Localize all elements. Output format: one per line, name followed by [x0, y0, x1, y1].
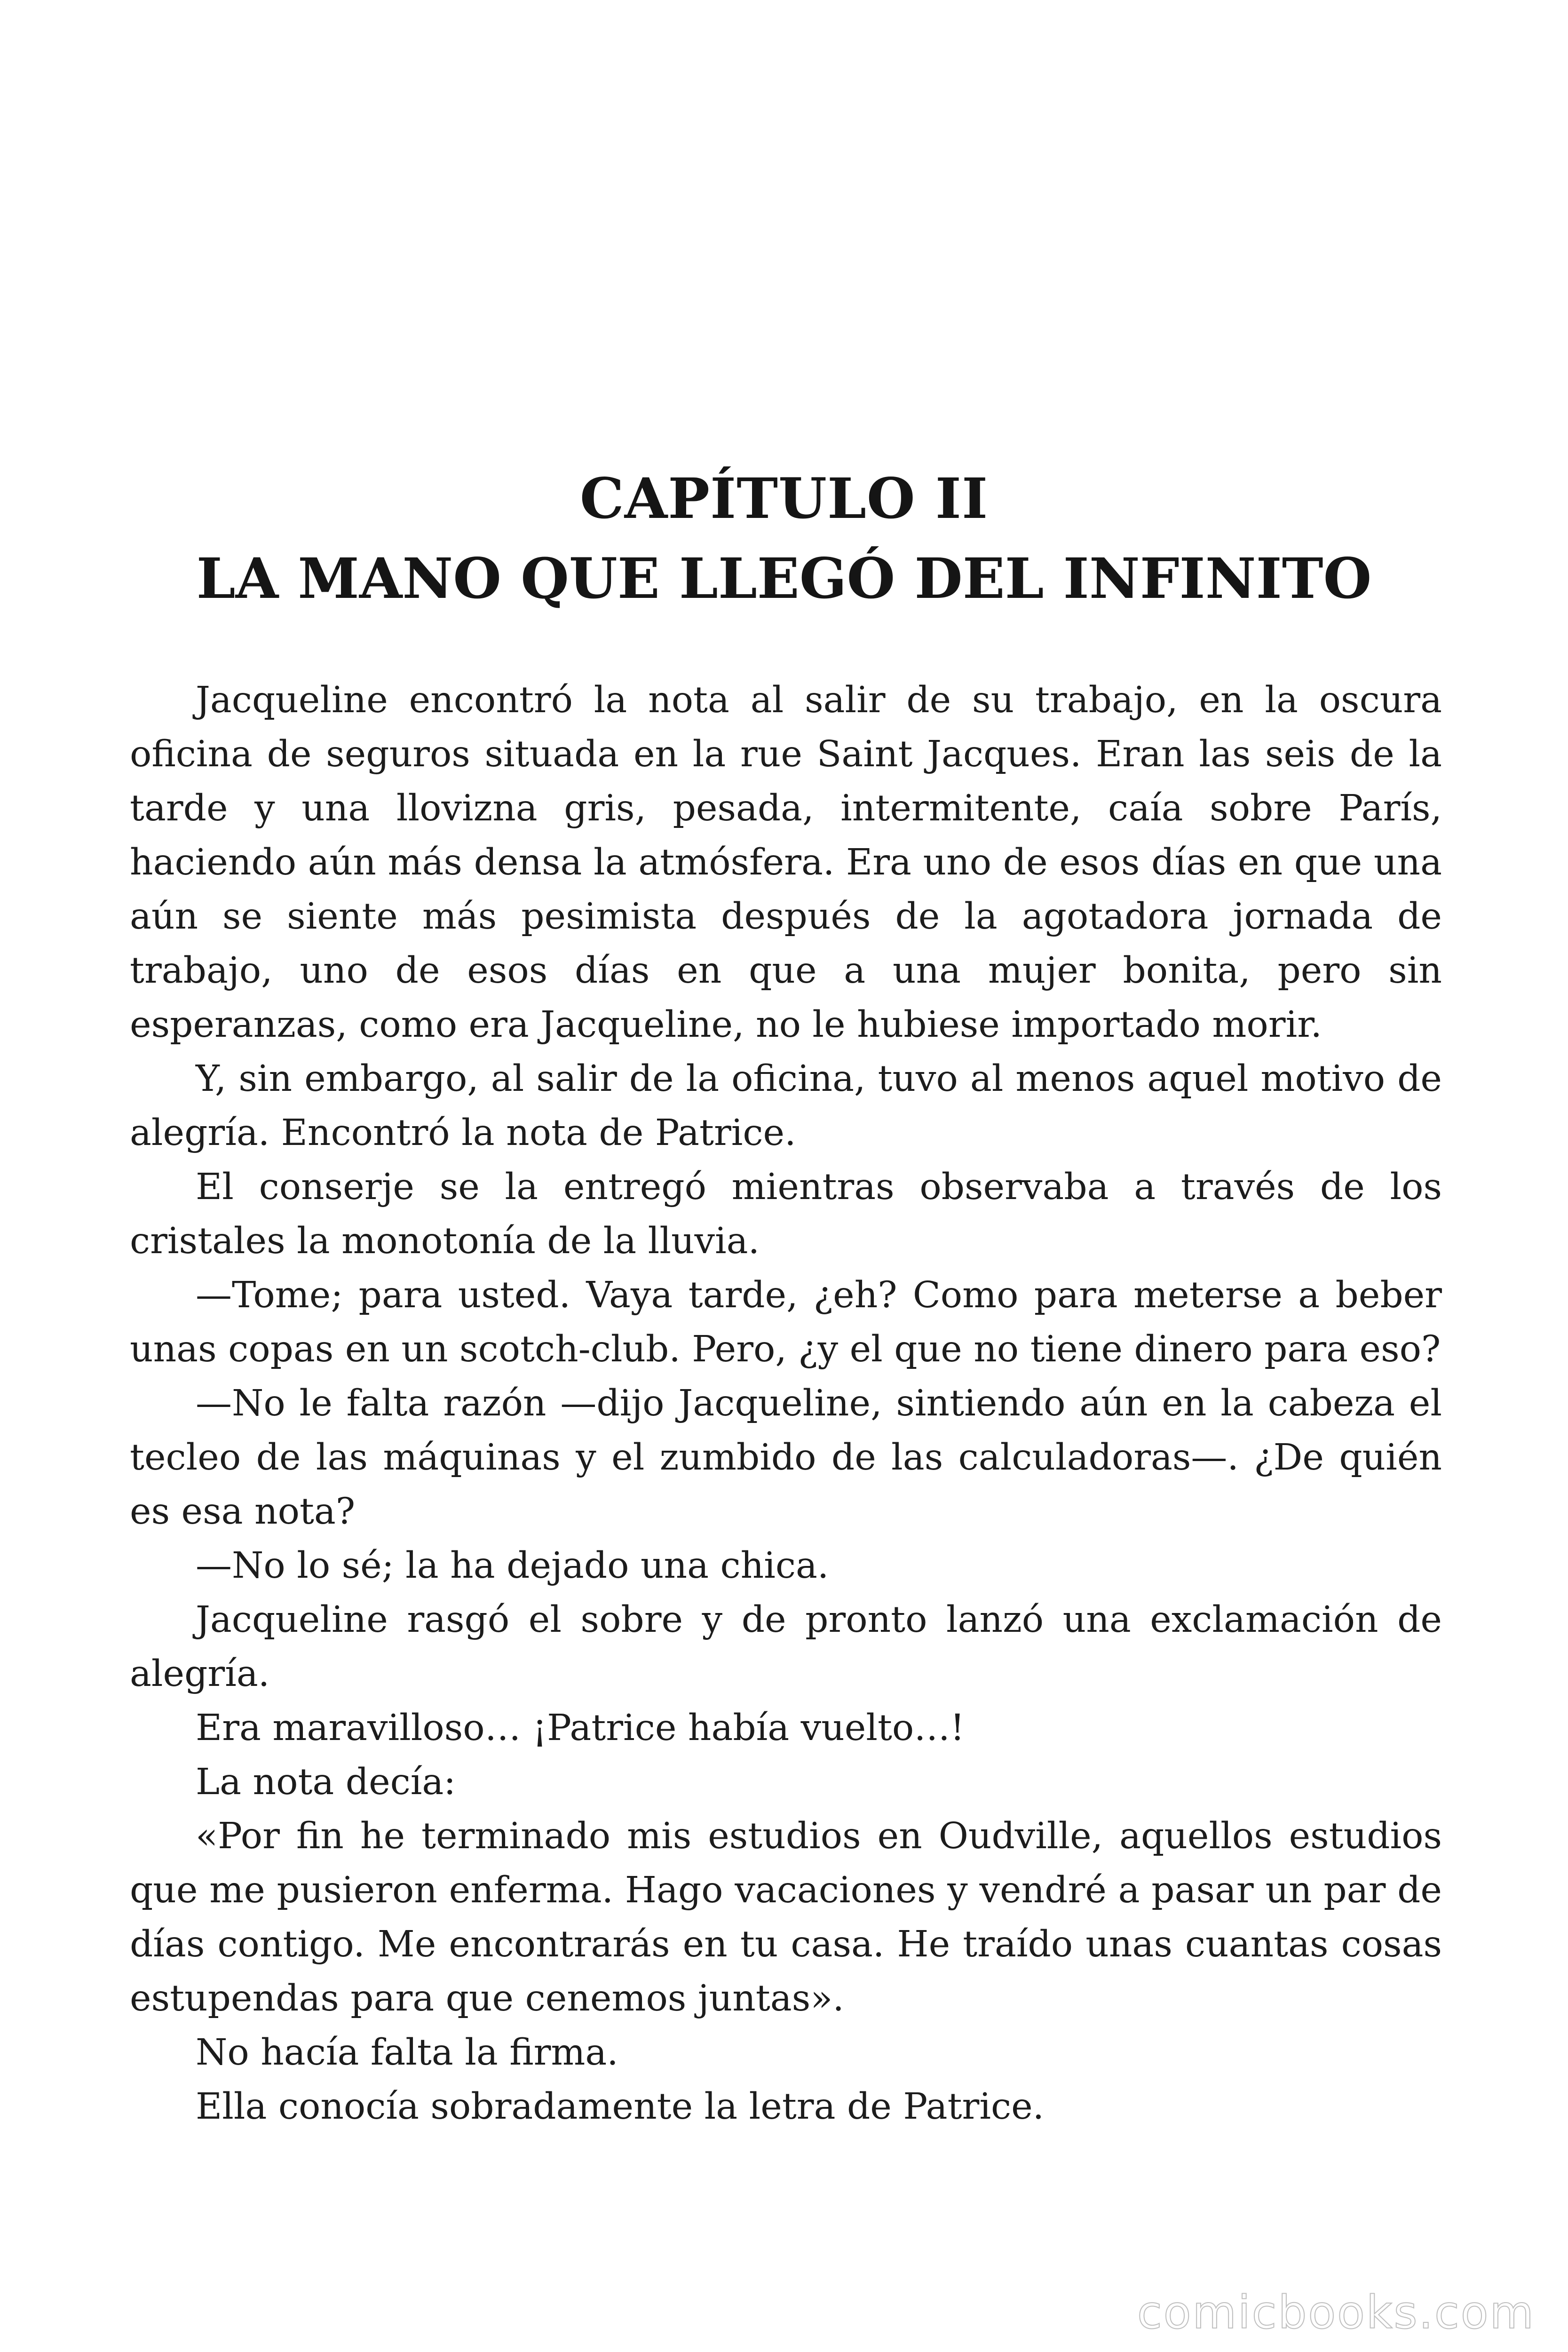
paragraph: El conserje se la entregó mientras observaba a través de los cristales la monotonía de la lluvia. [130, 1166, 1442, 1262]
chapter-number: CAPÍTULO II [579, 466, 989, 531]
paragraph: Jacqueline encontró la nota al salir de su trabajo, en la oscura oficina de seguros situada en la rue Saint Jacques. Eran las seis de la tarde y una llovizna gris, pesada, intermitente, caía sobre París, haciendo aún más densa la atmósfera. Era uno de esos días en que una aún se siente más pesimista después de la agotadora jornada de trabajo, uno de esos días en que a una mujer bonita, pero sin esperanzas, como era Jacqueline, no le hubiese importado morir. [130, 679, 1442, 1046]
paragraph: Ella conocía sobradamente la letra de Patrice. [196, 2086, 1045, 2128]
watermark: comicbooks.com [1137, 2286, 1535, 2339]
paragraph: —No le falta razón —dijo Jacqueline, sintiendo aún en la cabeza el tecleo de las máquinas y el zumbido de las calculadoras—. ¿De quién es esa nota? [130, 1383, 1442, 1533]
paragraph: —Tome; para usted. Vaya tarde, ¿eh? Como para meterse a beber unas copas en un scotch-club. Pero, ¿y el que no tiene dinero para eso? [130, 1274, 1442, 1370]
paragraph: Y, sin embargo, al salir de la oficina, tuvo al menos aquel motivo de alegría. Encontró la nota de Patrice. [130, 1058, 1442, 1154]
paragraph: Jacqueline rasgó el sobre y de pronto lanzó una exclamación de alegría. [130, 1599, 1442, 1695]
paragraph: «Por fin he terminado mis estudios en Oudville, aquellos estudios que me pusieron enferma. Hago vacaciones y vendré a pasar un par de días contigo. Me encontrarás en tu casa. He traído unas cuantas cosas estupendas para que cenemos juntas». [130, 1815, 1442, 2019]
paragraph: Era maravilloso… ¡Patrice había vuelto…! [196, 1707, 965, 1749]
chapter-title: LA MANO QUE LLEGÓ DEL INFINITO [196, 546, 1372, 611]
paragraph: —No lo sé; la ha dejado una chica. [196, 1545, 829, 1587]
paragraph: La nota decía: [196, 1761, 456, 1803]
chapter-heading [127, 459, 1441, 619]
paragraph: No hacía falta la firma. [196, 2032, 618, 2074]
chapter-body [130, 673, 1442, 2134]
